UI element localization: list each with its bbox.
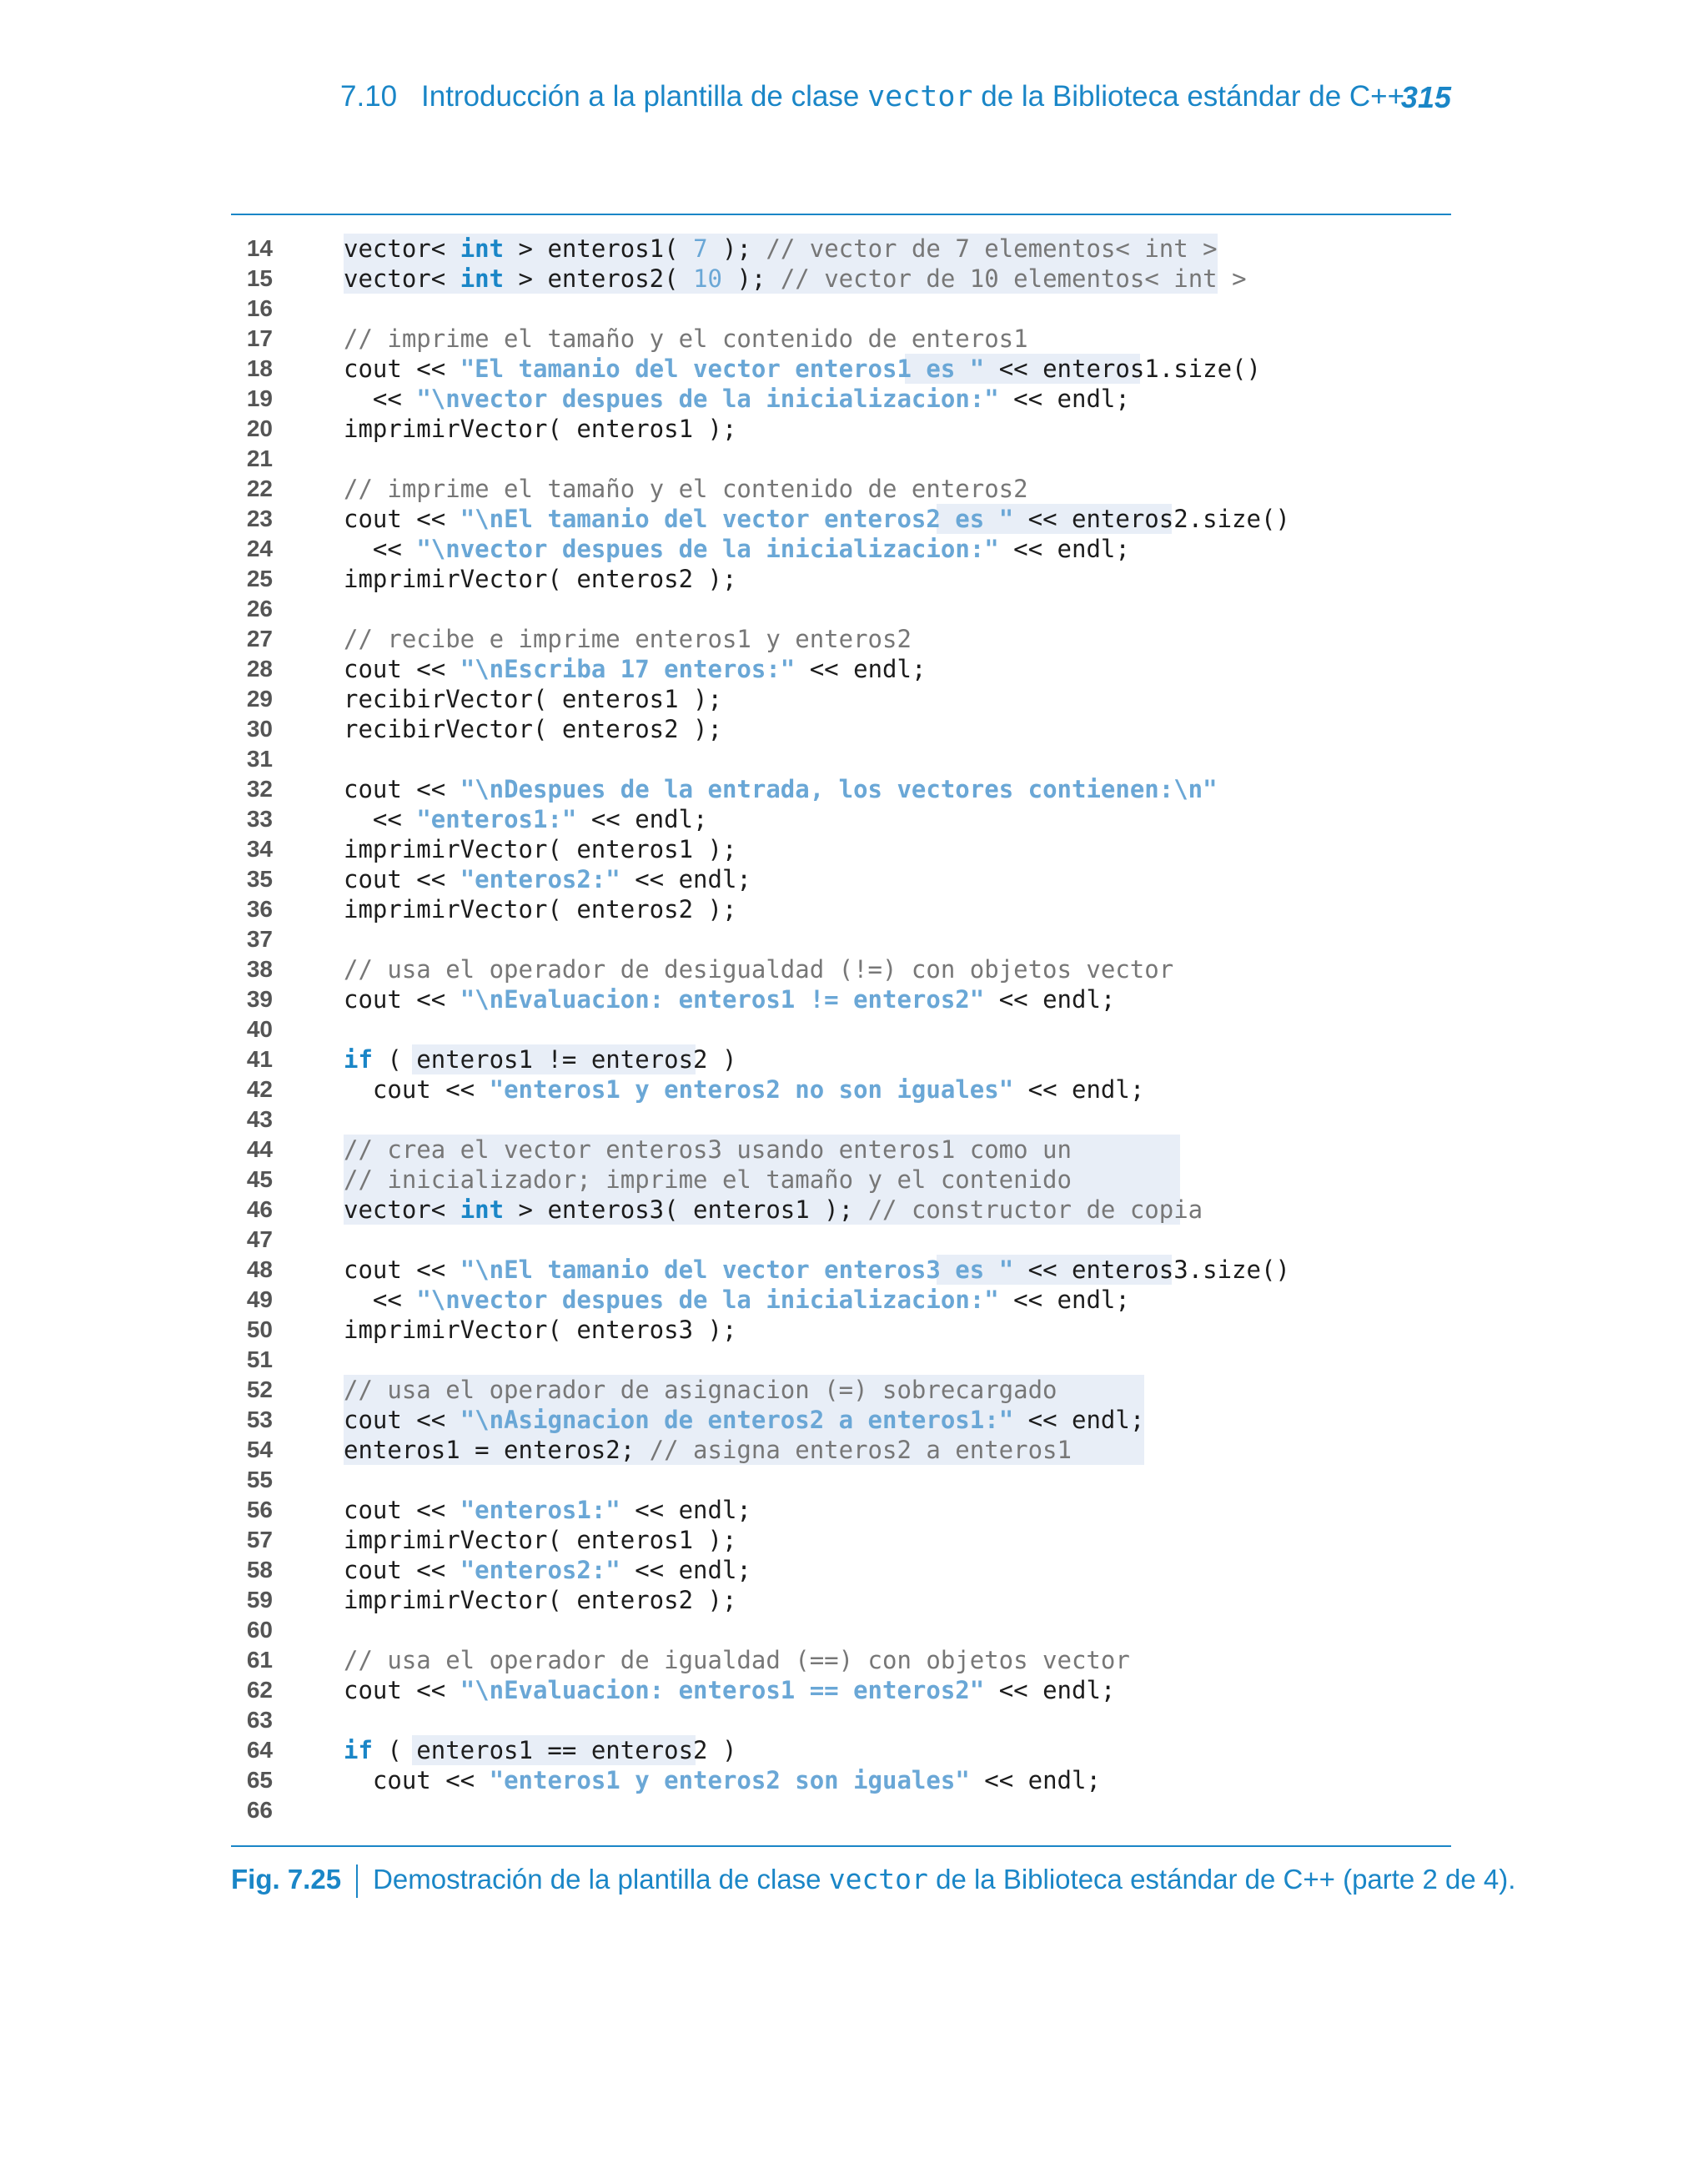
code-line-64 bbox=[231, 1735, 1451, 1765]
code-line-53 bbox=[231, 1405, 1451, 1435]
line-number: 35 bbox=[246, 866, 273, 892]
figure-caption bbox=[231, 1859, 1515, 1900]
code-listing bbox=[231, 234, 1451, 1823]
code-token: > enteros3( enteros1 ); bbox=[504, 1195, 868, 1224]
line-number: 29 bbox=[246, 686, 273, 712]
code-token: cout << bbox=[344, 865, 460, 893]
code-text bbox=[344, 1315, 736, 1345]
code-text bbox=[344, 534, 1130, 564]
code-token: << endl; bbox=[1013, 1075, 1145, 1104]
code-token: imprimirVector( enteros2 ); bbox=[344, 1586, 737, 1614]
code-text bbox=[344, 1495, 751, 1525]
code-token: vector< bbox=[344, 264, 460, 293]
code-text bbox=[344, 1585, 736, 1615]
code-line-62 bbox=[231, 1675, 1451, 1705]
code-token: imprimirVector( enteros2 ); bbox=[344, 895, 737, 923]
line-number: 47 bbox=[246, 1226, 273, 1252]
code-line-34 bbox=[231, 834, 1451, 864]
code-token: << endl; bbox=[998, 385, 1130, 413]
code-text bbox=[344, 354, 1261, 384]
line-number: 36 bbox=[246, 896, 273, 922]
code-line-54 bbox=[231, 1435, 1451, 1465]
code-token: "\nEl tamanio del vector enteros2 es " bbox=[460, 505, 1014, 533]
code-text bbox=[344, 1645, 1130, 1675]
code-token: << endl; bbox=[998, 535, 1130, 563]
code-text bbox=[344, 1435, 1072, 1465]
code-text bbox=[344, 834, 736, 864]
code-line-32 bbox=[231, 774, 1451, 804]
line-number: 22 bbox=[246, 476, 273, 501]
line-number: 59 bbox=[246, 1587, 273, 1613]
code-token: "\nEvaluacion: enteros1 == enteros2" bbox=[460, 1676, 985, 1704]
line-number: 16 bbox=[246, 295, 273, 321]
code-token: ); bbox=[721, 264, 781, 293]
code-line-58 bbox=[231, 1555, 1451, 1585]
code-token: // vector de 10 elementos< int > bbox=[780, 264, 1247, 293]
code-text bbox=[344, 714, 722, 744]
figure-label: Fig. 7.25 bbox=[231, 1864, 342, 1895]
code-text bbox=[344, 1765, 1101, 1795]
code-line-50 bbox=[231, 1315, 1451, 1345]
code-token: "enteros1 y enteros2 no son iguales" bbox=[489, 1075, 1014, 1104]
line-number: 39 bbox=[246, 986, 273, 1012]
line-number: 58 bbox=[246, 1557, 273, 1583]
code-token: "\nvector despues de la inicializacion:" bbox=[416, 1286, 999, 1314]
code-text bbox=[344, 264, 1247, 294]
line-number: 49 bbox=[246, 1286, 273, 1312]
code-text bbox=[344, 654, 926, 684]
code-line-24 bbox=[231, 534, 1451, 564]
code-line-41 bbox=[231, 1044, 1451, 1074]
code-token: "enteros2:" bbox=[460, 1556, 620, 1584]
code-text bbox=[344, 1074, 1144, 1105]
line-number: 25 bbox=[246, 566, 273, 591]
code-token: // usa el operador de desigualdad (!=) con objetos vector bbox=[344, 955, 1174, 984]
line-number: 14 bbox=[246, 235, 273, 261]
caption-divider bbox=[356, 1864, 358, 1898]
code-text bbox=[344, 1195, 1203, 1225]
code-text bbox=[344, 324, 1028, 354]
code-token: imprimirVector( enteros1 ); bbox=[344, 835, 737, 863]
code-line-19 bbox=[231, 384, 1451, 414]
code-text bbox=[344, 1675, 1115, 1705]
code-text bbox=[344, 1165, 1072, 1195]
line-number: 19 bbox=[246, 385, 273, 411]
code-token: imprimirVector( enteros1 ); bbox=[344, 1526, 737, 1554]
code-line-48 bbox=[231, 1255, 1451, 1285]
code-token: "enteros2:" bbox=[460, 865, 620, 893]
line-number: 27 bbox=[246, 626, 273, 652]
code-line-40 bbox=[231, 1014, 1451, 1044]
code-text bbox=[344, 504, 1290, 534]
code-text bbox=[344, 1285, 1130, 1315]
section-number: 7.10 bbox=[340, 80, 398, 113]
caption-text-end: de la Biblioteca estándar de C++ (parte 2 de 4). bbox=[927, 1864, 1516, 1895]
line-number: 17 bbox=[246, 325, 273, 351]
line-number: 28 bbox=[246, 656, 273, 682]
line-number: 46 bbox=[246, 1196, 273, 1222]
section-title-text-end: de la Biblioteca estándar de C++ bbox=[972, 80, 1405, 113]
code-line-28 bbox=[231, 654, 1451, 684]
top-rule bbox=[231, 214, 1451, 215]
code-token: imprimirVector( enteros2 ); bbox=[344, 565, 737, 593]
code-line-57 bbox=[231, 1525, 1451, 1555]
line-number: 38 bbox=[246, 956, 273, 982]
code-line-26 bbox=[231, 594, 1451, 624]
line-number: 51 bbox=[246, 1346, 273, 1372]
code-text bbox=[344, 1525, 736, 1555]
code-token: cout << bbox=[344, 1256, 460, 1284]
code-token: cout << bbox=[344, 655, 460, 683]
line-number: 30 bbox=[246, 716, 273, 742]
code-line-22 bbox=[231, 474, 1451, 504]
code-line-14 bbox=[231, 234, 1451, 264]
code-text bbox=[344, 954, 1173, 984]
line-number: 20 bbox=[246, 415, 273, 441]
code-text bbox=[344, 564, 736, 594]
code-token: "\nDespues de la entrada, los vectores contienen:\n" bbox=[460, 775, 1218, 803]
code-text bbox=[344, 1375, 1057, 1405]
code-token: "El tamanio del vector enteros1 es " bbox=[460, 355, 985, 383]
code-token: ); bbox=[707, 234, 766, 263]
code-line-25 bbox=[231, 564, 1451, 594]
code-text bbox=[344, 804, 708, 834]
line-number: 48 bbox=[246, 1256, 273, 1282]
code-token: // constructor de copia bbox=[867, 1195, 1203, 1224]
code-token: imprimirVector( enteros1 ); bbox=[344, 415, 737, 443]
code-token: << endl; bbox=[984, 1676, 1116, 1704]
code-token: 10 bbox=[693, 264, 722, 293]
code-token: // recibe e imprime enteros1 y enteros2 bbox=[344, 625, 912, 653]
code-token: vector< bbox=[344, 234, 460, 263]
code-line-15 bbox=[231, 264, 1451, 294]
code-token: if bbox=[344, 1045, 373, 1074]
code-token: imprimirVector( enteros3 ); bbox=[344, 1316, 737, 1344]
line-number: 65 bbox=[246, 1767, 273, 1793]
code-token: << bbox=[344, 1286, 417, 1314]
code-line-56 bbox=[231, 1495, 1451, 1525]
code-token: > enteros1( bbox=[504, 234, 694, 263]
code-line-42 bbox=[231, 1074, 1451, 1105]
code-token: 7 bbox=[693, 234, 708, 263]
code-token: // imprime el tamaño y el contenido de enteros2 bbox=[344, 475, 1028, 503]
code-token: cout << bbox=[344, 1556, 460, 1584]
line-number: 26 bbox=[246, 596, 273, 621]
code-token: cout << bbox=[344, 1766, 490, 1794]
code-line-61 bbox=[231, 1645, 1451, 1675]
code-token: << endl; bbox=[620, 1496, 751, 1524]
code-text bbox=[344, 1555, 751, 1585]
code-token: "\nEscriba 17 enteros:" bbox=[460, 655, 796, 683]
code-token: << endl; bbox=[1013, 1406, 1145, 1434]
code-token: << enteros2.size() bbox=[1013, 505, 1290, 533]
code-token: "\nvector despues de la inicializacion:" bbox=[416, 385, 999, 413]
code-token: "enteros1 y enteros2 son iguales" bbox=[489, 1766, 970, 1794]
code-token: cout << bbox=[344, 775, 460, 803]
line-number: 50 bbox=[246, 1316, 273, 1342]
line-number: 61 bbox=[246, 1647, 273, 1673]
code-line-37 bbox=[231, 924, 1451, 954]
code-line-45 bbox=[231, 1165, 1451, 1195]
code-line-66 bbox=[231, 1795, 1451, 1825]
code-token: ( enteros1 == enteros2 ) bbox=[372, 1736, 737, 1764]
code-text bbox=[344, 864, 751, 894]
code-token: << endl; bbox=[984, 985, 1116, 1014]
code-token: if bbox=[344, 1736, 373, 1764]
code-line-49 bbox=[231, 1285, 1451, 1315]
code-line-60 bbox=[231, 1615, 1451, 1645]
line-number: 54 bbox=[246, 1437, 273, 1462]
code-text bbox=[344, 1255, 1290, 1285]
code-token: << endl; bbox=[620, 865, 751, 893]
code-token: << bbox=[344, 805, 417, 833]
code-line-47 bbox=[231, 1225, 1451, 1255]
line-number: 45 bbox=[246, 1166, 273, 1192]
line-number: 57 bbox=[246, 1527, 273, 1552]
code-token: "\nEl tamanio del vector enteros3 es " bbox=[460, 1256, 1014, 1284]
code-line-36 bbox=[231, 894, 1451, 924]
line-number: 37 bbox=[246, 926, 273, 952]
code-token: << endl; bbox=[576, 805, 708, 833]
code-token: << bbox=[344, 535, 417, 563]
code-line-63 bbox=[231, 1705, 1451, 1735]
line-number: 64 bbox=[246, 1737, 273, 1763]
running-header bbox=[340, 80, 1451, 122]
line-number: 15 bbox=[246, 265, 273, 291]
code-line-51 bbox=[231, 1345, 1451, 1375]
code-line-33 bbox=[231, 804, 1451, 834]
code-line-46 bbox=[231, 1195, 1451, 1225]
code-token: cout << bbox=[344, 355, 460, 383]
code-line-29 bbox=[231, 684, 1451, 714]
code-token: recibirVector( enteros1 ); bbox=[344, 685, 722, 713]
code-token: // asigna enteros2 a enteros1 bbox=[649, 1436, 1072, 1464]
code-line-55 bbox=[231, 1465, 1451, 1495]
code-token: recibirVector( enteros2 ); bbox=[344, 715, 722, 743]
code-token: int bbox=[460, 234, 505, 263]
line-number: 18 bbox=[246, 355, 273, 381]
code-token: int bbox=[460, 1195, 505, 1224]
line-number: 24 bbox=[246, 536, 273, 561]
line-number: 40 bbox=[246, 1016, 273, 1042]
code-line-17 bbox=[231, 324, 1451, 354]
code-text bbox=[344, 1405, 1144, 1435]
code-token: // vector de 7 elementos< int > bbox=[766, 234, 1218, 263]
code-line-16 bbox=[231, 294, 1451, 324]
line-number: 43 bbox=[246, 1106, 273, 1132]
line-number: 42 bbox=[246, 1076, 273, 1102]
line-number: 66 bbox=[246, 1797, 273, 1823]
code-line-27 bbox=[231, 624, 1451, 654]
code-line-38 bbox=[231, 954, 1451, 984]
code-token: cout << bbox=[344, 1496, 460, 1524]
code-token: ( enteros1 != enteros2 ) bbox=[372, 1045, 737, 1074]
code-text bbox=[344, 1135, 1072, 1165]
code-line-20 bbox=[231, 414, 1451, 444]
code-text bbox=[344, 474, 1028, 504]
code-line-21 bbox=[231, 444, 1451, 474]
code-text bbox=[344, 384, 1130, 414]
code-text bbox=[344, 1735, 736, 1765]
code-line-39 bbox=[231, 984, 1451, 1014]
code-token: // usa el operador de igualdad (==) con objetos vector bbox=[344, 1646, 1130, 1674]
line-number: 31 bbox=[246, 746, 273, 772]
line-number: 52 bbox=[246, 1376, 273, 1402]
code-token: // usa el operador de asignacion (=) sobrecargado bbox=[344, 1376, 1057, 1404]
code-token: int bbox=[460, 264, 505, 293]
line-number: 44 bbox=[246, 1136, 273, 1162]
line-number: 53 bbox=[246, 1407, 273, 1432]
caption-code: vector bbox=[828, 1863, 928, 1895]
code-line-23 bbox=[231, 504, 1451, 534]
code-token: vector< bbox=[344, 1195, 460, 1224]
line-number: 32 bbox=[246, 776, 273, 802]
line-number: 62 bbox=[246, 1677, 273, 1703]
code-line-43 bbox=[231, 1105, 1451, 1135]
code-token: cout << bbox=[344, 985, 460, 1014]
code-line-18 bbox=[231, 354, 1451, 384]
code-token: << enteros3.size() bbox=[1013, 1256, 1290, 1284]
code-line-31 bbox=[231, 744, 1451, 774]
code-token: cout << bbox=[344, 1676, 460, 1704]
code-token: > enteros2( bbox=[504, 264, 694, 293]
code-token: // crea el vector enteros3 usando enteros1 como un bbox=[344, 1135, 1072, 1164]
code-text bbox=[344, 774, 1218, 804]
code-token: enteros1 = enteros2; bbox=[344, 1436, 650, 1464]
code-token: // inicializador; imprime el tamaño y el contenido bbox=[344, 1165, 1072, 1194]
line-number: 23 bbox=[246, 506, 273, 531]
code-token: "\nvector despues de la inicializacion:" bbox=[416, 535, 999, 563]
code-text bbox=[344, 1044, 736, 1074]
line-number: 33 bbox=[246, 806, 273, 832]
code-text bbox=[344, 234, 1218, 264]
code-token: << enteros1.size() bbox=[984, 355, 1261, 383]
line-number: 21 bbox=[246, 445, 273, 471]
line-number: 56 bbox=[246, 1497, 273, 1522]
code-line-65 bbox=[231, 1765, 1451, 1795]
section-title bbox=[421, 80, 1404, 113]
code-text bbox=[344, 684, 722, 714]
code-text bbox=[344, 414, 736, 444]
code-line-35 bbox=[231, 864, 1451, 894]
code-line-52 bbox=[231, 1375, 1451, 1405]
bottom-rule bbox=[231, 1845, 1451, 1847]
caption-text: Demostración de la plantilla de clase bbox=[373, 1864, 829, 1895]
line-number: 55 bbox=[246, 1467, 273, 1492]
line-number: 60 bbox=[246, 1617, 273, 1643]
code-token: "enteros1:" bbox=[416, 805, 577, 833]
code-text bbox=[344, 624, 912, 654]
code-token: "\nEvaluacion: enteros1 != enteros2" bbox=[460, 985, 985, 1014]
section-title-text: Introducción a la plantilla de clase bbox=[421, 80, 868, 113]
line-number: 41 bbox=[246, 1046, 273, 1072]
line-number: 63 bbox=[246, 1707, 273, 1733]
code-token: // imprime el tamaño y el contenido de enteros1 bbox=[344, 325, 1028, 353]
code-text bbox=[344, 894, 736, 924]
code-text bbox=[344, 984, 1115, 1014]
code-token: cout << bbox=[344, 505, 460, 533]
code-token: << endl; bbox=[620, 1556, 751, 1584]
code-line-30 bbox=[231, 714, 1451, 744]
code-token: cout << bbox=[344, 1406, 460, 1434]
code-token: << endl; bbox=[969, 1766, 1101, 1794]
code-token: cout << bbox=[344, 1075, 490, 1104]
code-token: "enteros1:" bbox=[460, 1496, 620, 1524]
page-number: 315 bbox=[1400, 80, 1451, 114]
code-token: << endl; bbox=[795, 655, 927, 683]
code-token: << endl; bbox=[998, 1286, 1130, 1314]
line-number: 34 bbox=[246, 836, 273, 862]
section-title-code: vector bbox=[867, 80, 973, 113]
code-token: "\nAsignacion de enteros2 a enteros1:" bbox=[460, 1406, 1014, 1434]
code-line-59 bbox=[231, 1585, 1451, 1615]
code-line-44 bbox=[231, 1135, 1451, 1165]
code-token: << bbox=[344, 385, 417, 413]
